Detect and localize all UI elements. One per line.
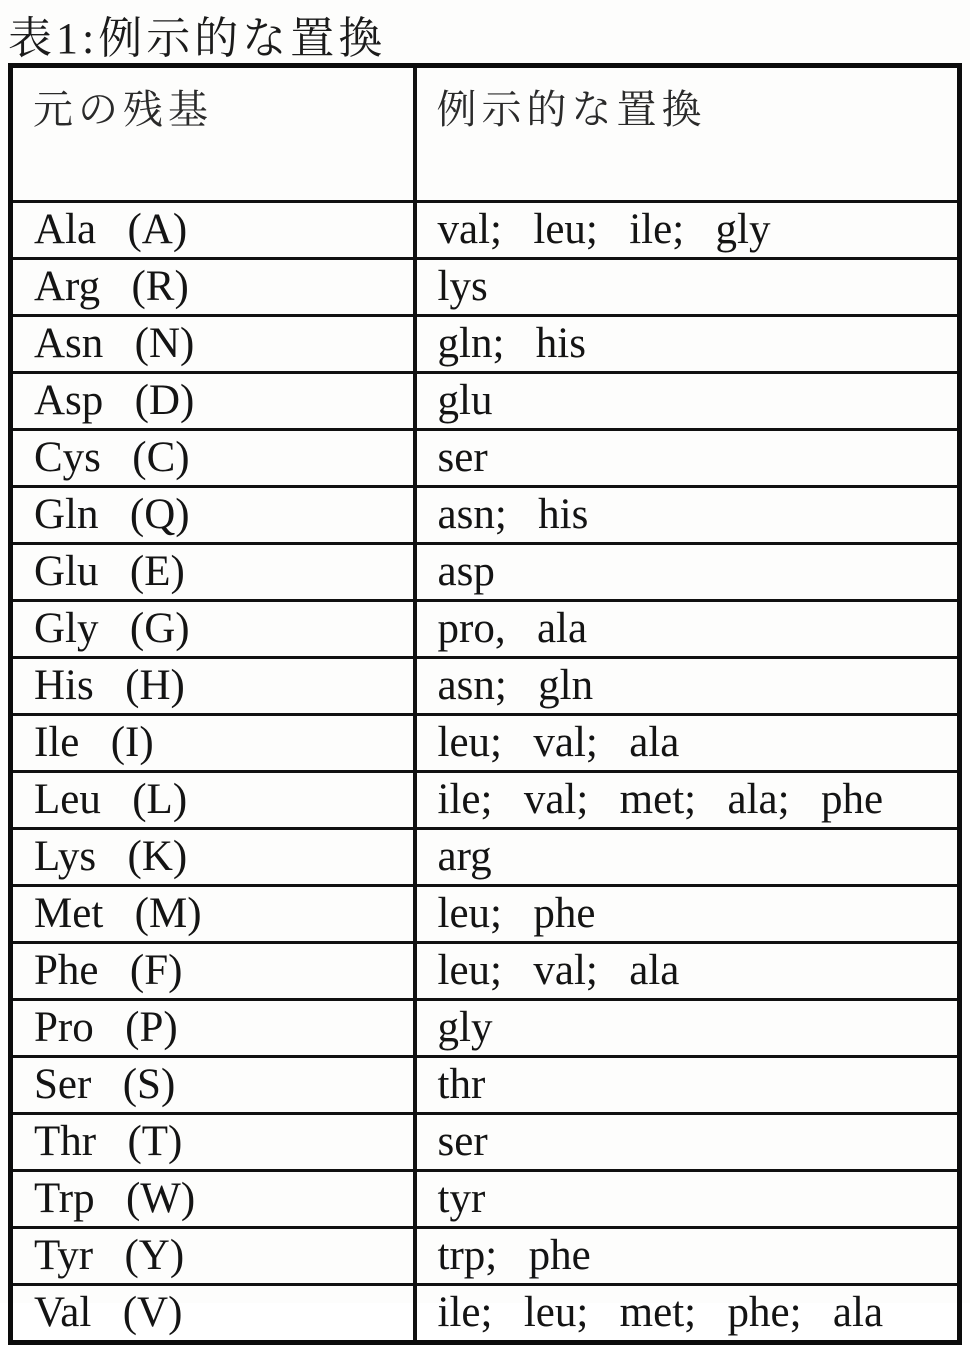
residue-cell: Lys (K) bbox=[11, 829, 415, 886]
residue-cell: Gln (Q) bbox=[11, 487, 415, 544]
substitution-cell: leu; val; ala bbox=[415, 715, 960, 772]
table-row bbox=[11, 1057, 960, 1114]
table-row bbox=[11, 259, 960, 316]
table-row bbox=[11, 601, 960, 658]
table-row bbox=[11, 1000, 960, 1057]
substitution-cell: gly bbox=[415, 1000, 960, 1057]
table-row bbox=[11, 373, 960, 430]
residue-cell: His (H) bbox=[11, 658, 415, 715]
substitution-cell: asn; his bbox=[415, 487, 960, 544]
table-row bbox=[11, 658, 960, 715]
residue-cell: Ala (A) bbox=[11, 202, 415, 259]
column-header-original-residue: 元の残基 bbox=[11, 66, 415, 202]
table-row bbox=[11, 829, 960, 886]
substitution-cell: lys bbox=[415, 259, 960, 316]
substitution-cell: ser bbox=[415, 1114, 960, 1171]
residue-cell: Pro (P) bbox=[11, 1000, 415, 1057]
table-row bbox=[11, 1228, 960, 1285]
table-caption: 表1:例示的な置換 bbox=[8, 14, 387, 63]
residue-cell: Cys (C) bbox=[11, 430, 415, 487]
substitution-cell: val; leu; ile; gly bbox=[415, 202, 960, 259]
residue-cell: Leu (L) bbox=[11, 772, 415, 829]
substitution-cell: leu; phe bbox=[415, 886, 960, 943]
table-row bbox=[11, 316, 960, 373]
residue-cell: Phe (F) bbox=[11, 943, 415, 1000]
residue-cell: Arg (R) bbox=[11, 259, 415, 316]
table-row bbox=[11, 886, 960, 943]
substitution-cell: asn; gln bbox=[415, 658, 960, 715]
table-row bbox=[11, 202, 960, 259]
substitution-cell: ile; val; met; ala; phe bbox=[415, 772, 960, 829]
table-row bbox=[11, 430, 960, 487]
table-row bbox=[11, 544, 960, 601]
table-row bbox=[11, 1171, 960, 1228]
substitution-cell: trp; phe bbox=[415, 1228, 960, 1285]
table-row bbox=[11, 1114, 960, 1171]
residue-cell: Ile (I) bbox=[11, 715, 415, 772]
substitution-table bbox=[8, 63, 962, 1345]
substitution-cell: arg bbox=[415, 829, 960, 886]
table-row bbox=[11, 715, 960, 772]
residue-cell: Asp (D) bbox=[11, 373, 415, 430]
table-row bbox=[11, 1285, 960, 1343]
substitution-cell: thr bbox=[415, 1057, 960, 1114]
substitution-cell: tyr bbox=[415, 1171, 960, 1228]
residue-cell: Glu (E) bbox=[11, 544, 415, 601]
table-body bbox=[11, 202, 960, 1343]
substitution-cell: leu; val; ala bbox=[415, 943, 960, 1000]
residue-cell: Tyr (Y) bbox=[11, 1228, 415, 1285]
residue-cell: Met (M) bbox=[11, 886, 415, 943]
substitution-cell: gln; his bbox=[415, 316, 960, 373]
substitution-cell: pro, ala bbox=[415, 601, 960, 658]
column-header-exemplary-substitution: 例示的な置換 bbox=[415, 66, 960, 202]
residue-cell: Asn (N) bbox=[11, 316, 415, 373]
substitution-cell: ile; leu; met; phe; ala bbox=[415, 1285, 960, 1343]
residue-cell: Thr (T) bbox=[11, 1114, 415, 1171]
table-header-row bbox=[11, 66, 960, 202]
substitution-cell: ser bbox=[415, 430, 960, 487]
residue-cell: Ser (S) bbox=[11, 1057, 415, 1114]
residue-cell: Trp (W) bbox=[11, 1171, 415, 1228]
substitution-cell: glu bbox=[415, 373, 960, 430]
residue-cell: Gly (G) bbox=[11, 601, 415, 658]
table-row bbox=[11, 772, 960, 829]
table-row bbox=[11, 487, 960, 544]
residue-cell: Val (V) bbox=[11, 1285, 415, 1343]
table-row bbox=[11, 943, 960, 1000]
substitution-cell: asp bbox=[415, 544, 960, 601]
